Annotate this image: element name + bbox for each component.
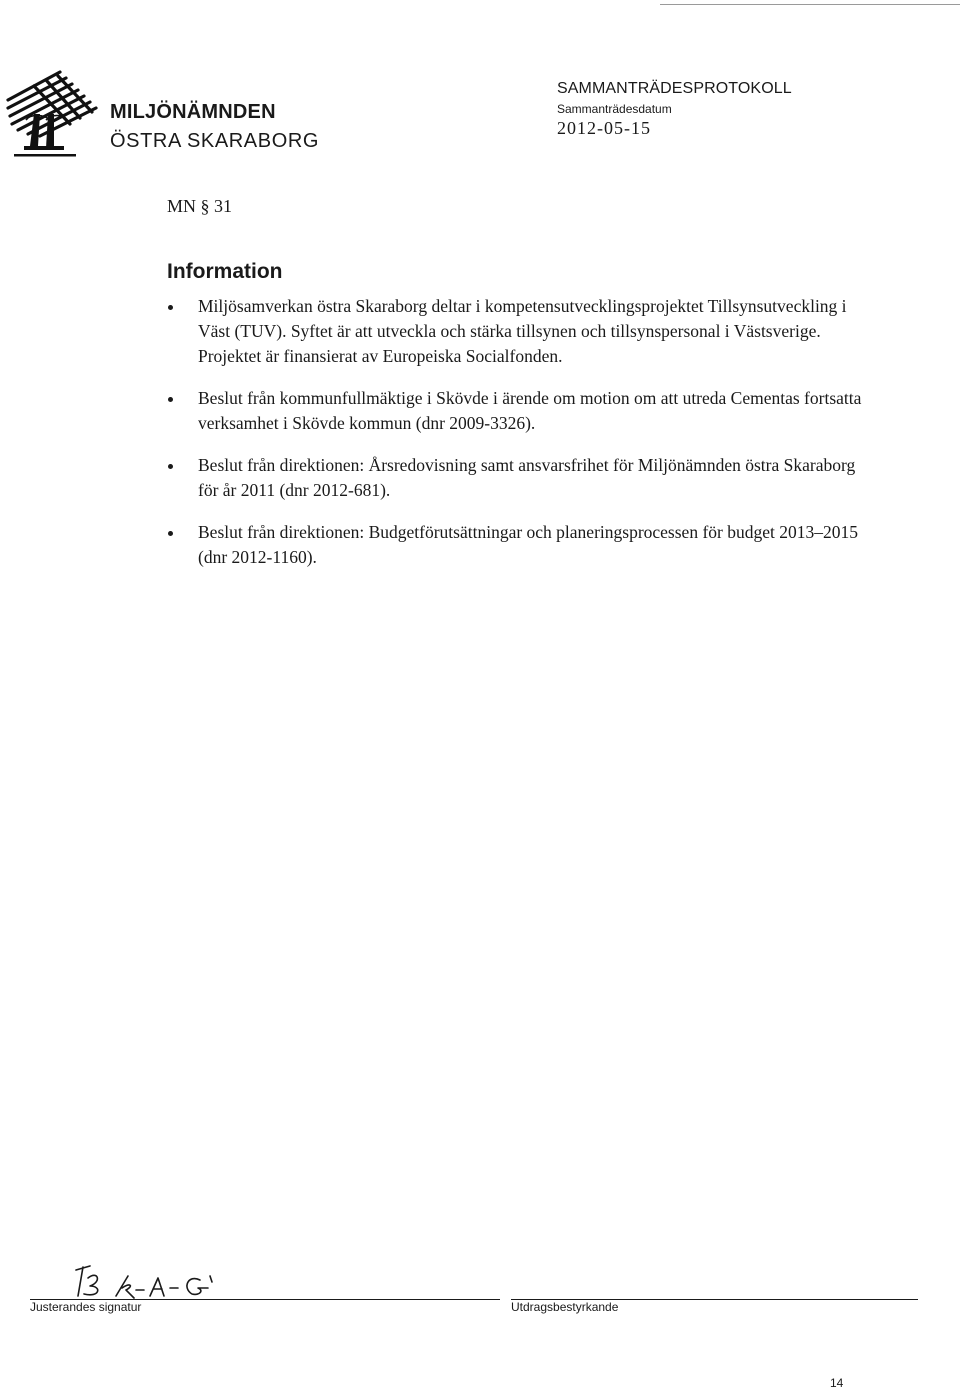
bullet-icon bbox=[168, 305, 173, 310]
list-item-text: Beslut från kommunfullmäktige i Skövde i ärende om motion om att utreda Cementas fortsatta verksamhet i Skövde kommun (dnr 2009-3326). bbox=[198, 388, 862, 433]
section-number: MN § 31 bbox=[167, 196, 233, 216]
date-label: Sammanträdesdatum bbox=[557, 102, 672, 116]
bullet-icon bbox=[168, 397, 173, 402]
signature-label: Justerandes signatur bbox=[30, 1300, 142, 1314]
bullet-icon bbox=[168, 464, 173, 469]
org-subname: ÖSTRA SKARABORG bbox=[110, 130, 320, 152]
protocol-type: SAMMANTRÄDESPROTOKOLL bbox=[557, 80, 792, 97]
list-item bbox=[167, 294, 867, 369]
list-item-text: Beslut från direktionen: Årsredovisning samt ansvarsfrihet för Miljönämnden östra Skaraborg för år 2011 (dnr 2012-681). bbox=[198, 455, 856, 500]
list-item bbox=[167, 453, 867, 503]
list-item-text: Beslut från direktionen: Budgetförutsättningar och planeringsprocessen för budget 2013–2015 (dnr 2012-1160). bbox=[198, 522, 858, 567]
tree-emblem-icon bbox=[0, 64, 104, 160]
extract-label: Utdragsbestyrkande bbox=[511, 1300, 619, 1314]
list-item bbox=[167, 386, 867, 436]
section-title: Information bbox=[167, 260, 283, 283]
org-name: MILJÖNÄMNDEN bbox=[110, 101, 276, 123]
list-item-text: Miljösamverkan östra Skaraborg deltar i kompetensutvecklingsprojektet Tillsynsutveckling i Väst (TUV). Syftet är att utveckla och stärka tillsynen och tillsynspersonal i Västsverige. Projektet är finansierat av Europeiska Socialfonden. bbox=[198, 296, 847, 366]
meeting-date: 2012-05-15 bbox=[557, 118, 651, 138]
list-item bbox=[167, 520, 867, 570]
page-number: 14 bbox=[830, 1376, 844, 1390]
bullet-icon bbox=[168, 531, 173, 536]
information-list bbox=[167, 294, 867, 570]
top-rule bbox=[660, 4, 960, 5]
handwritten-signature bbox=[70, 1256, 240, 1302]
